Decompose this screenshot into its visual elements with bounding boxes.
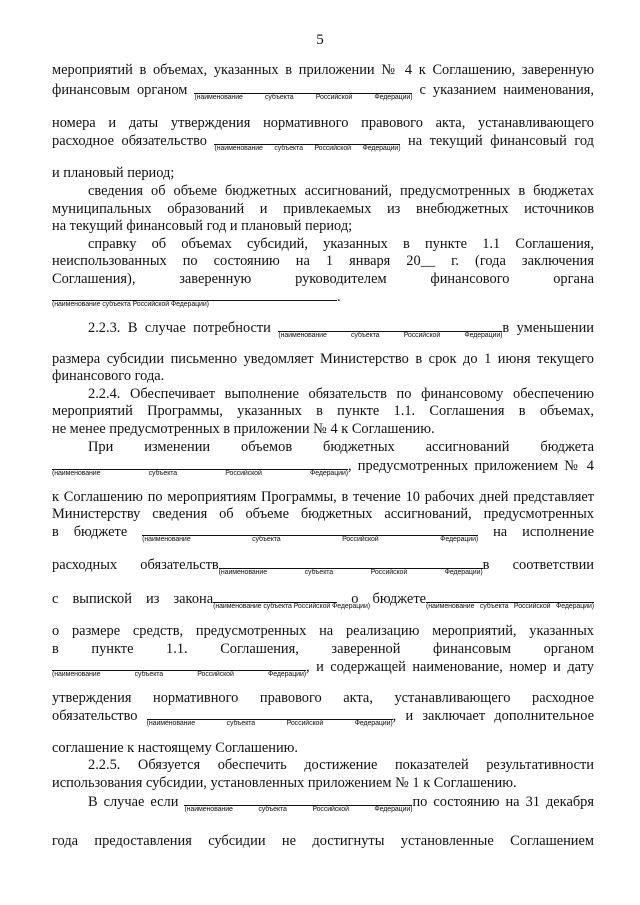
text-line: При изменении объемов бюджетных ассигнований бюджета	[88, 439, 594, 455]
field-caption: (наименование субъекта Российской Федерации)	[426, 603, 594, 610]
text-line: не менее предусмотренных в приложении № 4 к Соглашению.	[52, 421, 435, 437]
text-line: к Соглашению по мероприятиям Программы, в течение 10 рабочих дней представляет	[52, 489, 594, 505]
text-line: Министерству сведения об объеме бюджетных ассигнований, предусмотренных	[52, 506, 594, 522]
text-line: обязательство (наименование субъекта Российской Федерации) , и заключает дополнительное	[52, 708, 594, 727]
text-line: справку об объемах субсидий, указанных в пункте 1.1 Соглашения,	[88, 236, 594, 252]
text-line: о размере средств, предусмотренных на реализацию мероприятий, указанных	[52, 623, 594, 639]
page-number: 5	[316, 32, 324, 48]
text-line: размера субсидии письменно уведомляет Министерство в срок до 1 июня текущего	[52, 351, 594, 367]
text-line: Соглашения), заверенную руководителем финансового органа	[52, 271, 594, 287]
field-caption: (наименование субъекта Российской Федерации)	[146, 720, 393, 727]
text-line: расходное обязательство (наименование субъекта Российской Федерации) на текущий финансовый год	[52, 133, 594, 152]
blank-field	[214, 131, 401, 152]
text-line: утверждения нормативного правового акта, устанавливающего расходное	[52, 690, 594, 706]
blank-field	[213, 589, 371, 610]
text-line: мероприятий Программы, указанных в пункте 1.1. Соглашения в объемах,	[52, 403, 594, 419]
blank-field	[52, 657, 306, 678]
field-caption: (наименование субъекта Российской Федерации)	[142, 536, 479, 543]
text-line: 2.2.4. Обеспечивает выполнение обязательств по финансовому обеспечению	[88, 386, 594, 402]
text-line: финансовым органом (наименование субъекта Российской Федерации) с указанием наименования,	[52, 82, 595, 101]
field-caption: (наименование субъекта Российской Федерации)	[52, 301, 209, 308]
text-line: муниципальных образований и привлекаемых из внебюджетных источников	[52, 201, 594, 217]
field-caption: (наименование субъекта Российской Федерации)	[52, 671, 306, 678]
blank-field	[278, 318, 503, 339]
text-line: в пункте 1.1. Соглашения, заверенной финансовым органом	[52, 641, 594, 657]
text-line: сведения об объеме бюджетных ассигнований, предусмотренных в бюджетах	[88, 183, 594, 199]
text-line: номера и даты утверждения нормативного правового акта, устанавливающего	[52, 115, 594, 131]
text-line: на текущий финансовый год и плановый период;	[52, 218, 353, 234]
text-line: финансового года.	[52, 368, 165, 384]
field-caption: (наименование субъекта Российской Федерации)	[213, 603, 371, 610]
text-line: (наименование субъекта Российской Федерации) , предусмотренных приложением № 4	[52, 458, 594, 477]
text-line: и плановый период;	[52, 165, 175, 181]
text-line: расходных обязательств (наименование субъекта Российской Федерации) в соответствии	[52, 557, 594, 576]
text-line: 2.2.5. Обязуется обеспечить достижение показателей результативности	[88, 757, 594, 773]
text-line: с выпиской из закона (наименование субъекта Российской Федерации) о бюджете (наименование субъекта Российской Федерации)	[52, 591, 594, 610]
text-line: года предоставления субсидии не достигнуты установленные Соглашением	[52, 833, 594, 849]
text-line: в бюджете (наименование субъекта Российской Федерации) на исполнение	[52, 524, 594, 543]
text-line: использования субсидии, установленных приложением № 1 к Соглашению.	[52, 775, 517, 791]
text-line: (наименование субъекта Российской Федерации) .	[52, 289, 341, 308]
blank-field	[426, 589, 594, 610]
blank-field	[194, 80, 413, 101]
blank-field	[52, 287, 337, 308]
field-caption: (наименование субъекта Российской Федерации)	[194, 94, 413, 101]
text-line: В случае если (наименование субъекта Российской Федерации) по состоянию на 31 декабря	[88, 794, 594, 813]
blank-field	[218, 555, 483, 576]
field-caption: (наименование субъекта Российской Федерации)	[52, 470, 348, 477]
field-caption: (наименование субъекта Российской Федерации)	[278, 332, 503, 339]
text-line: (наименование субъекта Российской Федерации) , и содержащей наименование, номер и дату	[52, 659, 594, 678]
blank-field	[184, 792, 413, 813]
blank-field	[146, 706, 393, 727]
text-line: 2.2.3. В случае потребности (наименование субъекта Российской Федерации) в уменьшении	[88, 320, 594, 339]
field-caption: (наименование субъекта Российской Федерации)	[184, 806, 413, 813]
text-line: мероприятий в объемах, указанных в приложении № 4 к Соглашению, заверенную	[52, 62, 594, 78]
text-line: соглашение к настоящему Соглашению.	[52, 740, 299, 756]
field-caption: (наименование субъекта Российской Федерации)	[218, 569, 483, 576]
field-caption: (наименование субъекта Российской Федерации)	[214, 145, 401, 152]
text-line: неиспользованных по состоянию на 1 января 20__ г. (года заключения	[52, 253, 594, 269]
